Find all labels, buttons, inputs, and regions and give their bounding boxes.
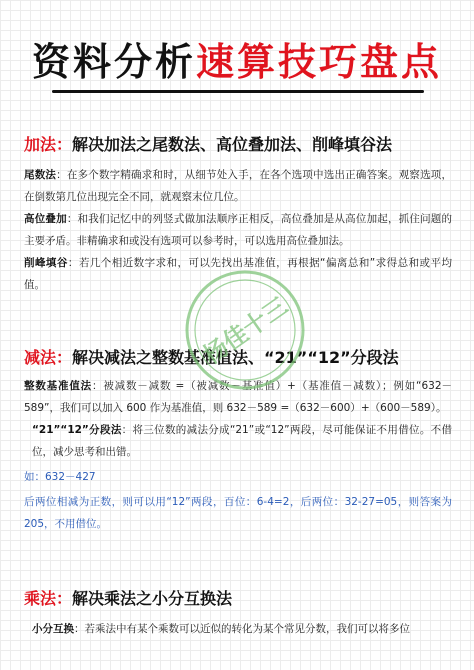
paragraph-peak-valley (24, 252, 452, 296)
section-heading-text: 解决加法之尾数法、高位叠加法、削峰填谷法 (72, 135, 393, 154)
paragraph-split-method (24, 419, 452, 463)
section-keyword: 加法： (24, 135, 73, 154)
paragraph-tail-method (24, 164, 452, 208)
paragraph-high-position (24, 208, 452, 252)
watermark-text: 杨佳十三 (198, 291, 293, 370)
term-label: 整数基准值法 (24, 380, 92, 392)
section-addition (24, 134, 452, 296)
term-label: 削峰填谷 (24, 257, 68, 269)
section-subtraction (24, 347, 452, 535)
section-keyword: 减法： (24, 348, 73, 367)
paragraph-integer-base (24, 375, 452, 419)
section-keyword: 乘法： (24, 589, 73, 608)
example-label: 如：632－427 (24, 471, 96, 483)
term-label: 尾数法 (24, 169, 57, 181)
section-heading-text: 解决减法之整数基准值法、“21”“12”分段法 (72, 348, 399, 367)
term-label: 小分互换 (32, 623, 74, 635)
paragraph-text: ：将三位数的减法分成“21”或“12”两段，尽可能保证不用借位。不借位，减少思考和出错。 (32, 424, 453, 458)
section-heading-addition (24, 134, 452, 156)
section-heading-subtraction (24, 347, 452, 369)
term-label: 高位叠加 (24, 213, 67, 225)
example-solution: 后两位相减为正数，则可以用“12”两段，百位：6-4=2，后两位：32-27=05，则答案为 205，不用借位。 (24, 496, 452, 530)
paragraph-text: ：若几个相近数字求和，可以先找出基准值，再根据“偏离总和”求得总和或平均值。 (24, 257, 452, 291)
paragraph-text: ：在多个数字精确求和时，从细节处入手，在各个选项中选出正确答案。观察选项，在倒数第几位出现完全不同，就观察末位几位。 (24, 169, 453, 203)
section-multiplication (24, 588, 452, 640)
title-part-black: 资料分析 (31, 40, 196, 84)
section-heading-text: 解决乘法之小分互换法 (72, 589, 233, 608)
paragraph-fraction-swap (24, 618, 452, 640)
section-heading-multiplication (24, 588, 452, 610)
paragraph-text: ：若乘法中有某个乘数可以近似的转化为某个常见分数，我们可以将多位 (74, 623, 410, 635)
page-title (0, 40, 474, 84)
title-underline (52, 90, 424, 93)
term-label: “21”“12”分段法 (32, 424, 122, 436)
paragraph-text: ：和我们记忆中的列竖式做加法顺序正相反，高位叠加是从高位加起，抓住问题的主要矛盾。非精确求和或没有选项可以参考时，可以选用高位叠加法。 (24, 213, 453, 247)
title-part-red: 速算技巧盘点 (196, 40, 443, 84)
paragraph-text: ：被减数－减数 =（被减数－基准值）+（基准值－减数）；例如“632－589”，我们可以加入 600 作为基准值，则 632－589 =（632－600）+（600－589）。 (24, 380, 453, 414)
